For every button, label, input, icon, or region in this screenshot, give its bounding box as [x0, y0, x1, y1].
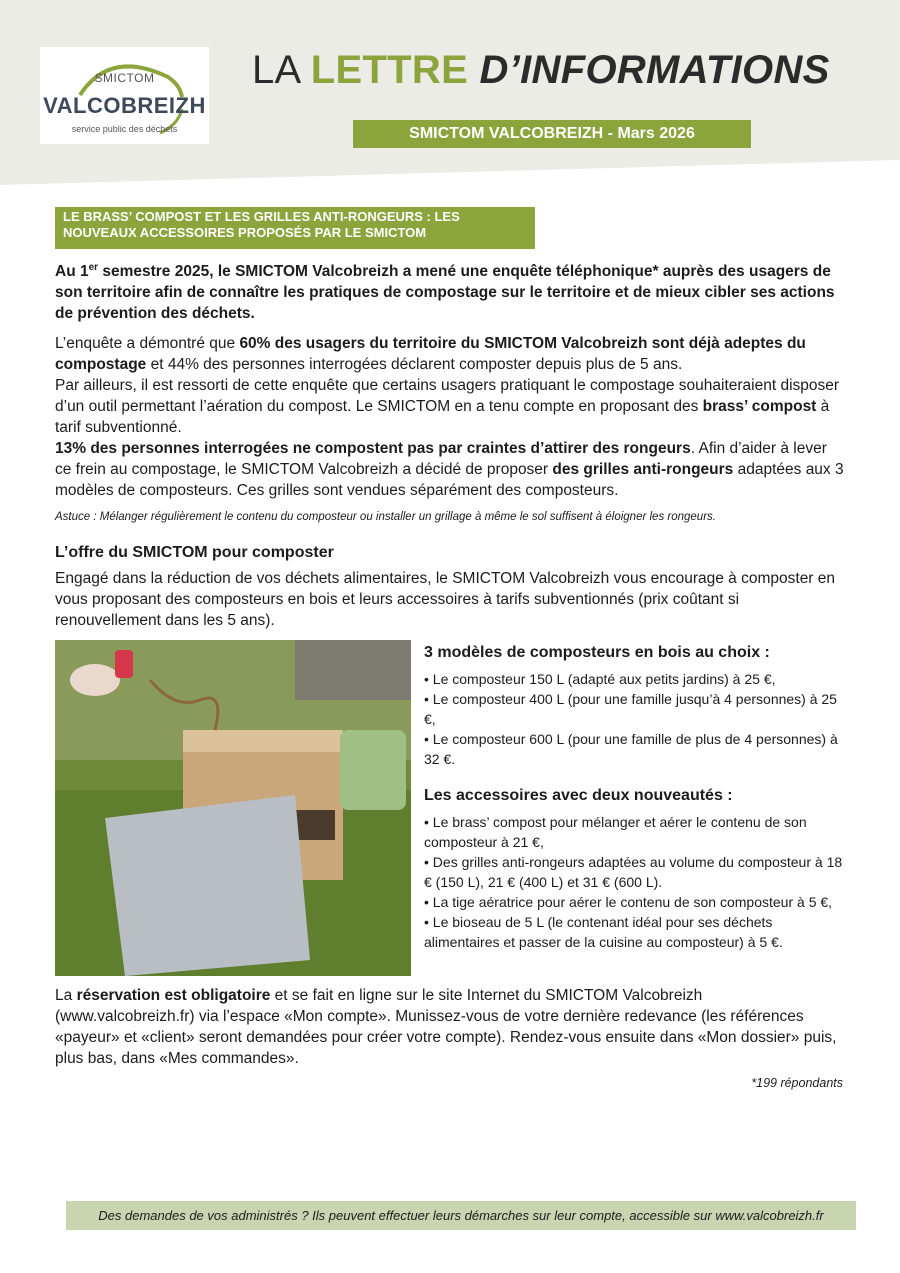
list-item: • La tige aératrice pour aérer le contenu de son composteur à 5 €, — [424, 892, 844, 912]
text: et 44% des personnes interrogées déclarent composter depuis plus de 5 ans. — [146, 356, 683, 373]
list-item: • Le composteur 400 L (pour une famille jusqu’à 4 personnes) à 25 €, — [424, 689, 844, 729]
list-item: • Le bioseau de 5 L (le contenant idéal pour ses déchets alimentaires et passer de la cuisine au composteur) à 5 €. — [424, 912, 844, 952]
text: à tarif subventionné. — [55, 398, 830, 436]
models-heading: 3 modèles de composteurs en bois au choix : — [424, 644, 770, 661]
reservation-paragraph — [55, 985, 845, 1069]
title-part2: LETTRE — [310, 48, 469, 92]
tip-note: Astuce : Mélanger régulièrement le contenu du composteur ou installer un grillage à même le sol suffisent à éloigner les rongeurs. — [55, 511, 716, 523]
title-part1: LA — [252, 48, 311, 92]
accessories-heading: Les accessoires avec deux nouveautés : — [424, 787, 733, 804]
text: Par ailleurs, il est ressorti de cette enquête que certains usagers pratiquant le compostage souhaiteraient disposer d’un outil permettant l’aération du compost. Le SMICTOM en a tenu compte en proposant des — [55, 377, 840, 415]
list-item: • Le composteur 150 L (adapté aux petits jardins) à 25 €, — [424, 669, 844, 689]
survey-line-2 — [55, 375, 845, 438]
survey-line-3 — [55, 438, 845, 501]
logo-top-text: SMICTOM — [94, 71, 155, 85]
text: et se fait en ligne sur le site Internet du SMICTOM Valcobreizh (www.valcobreizh.fr) via l’espace «Mon compte». Munissez-vous de votre dernière redevance (les références «payeur» et «client» seront demandées pour créer votre compte). Rendez-vous ensuite dans «Mon dossier» puis, plus bas, dans «Mes commandes». — [55, 987, 837, 1067]
footer-banner: Des demandes de vos administrés ? Ils peuvent effectuer leurs démarches sur leur compte, accessible sur www.valcobreizh.fr — [66, 1201, 856, 1230]
models-list — [424, 669, 844, 769]
offer-paragraph: Engagé dans la réduction de vos déchets alimentaires, le SMICTOM Valcobreizh vous encourage à composter en vous proposant des composteurs en bois et leurs accessoires à tarifs subventionnés (prix coûtant si renouvellement dans les 5 ans). — [55, 570, 836, 629]
text-bold: 13% des personnes interrogées ne compostent pas par craintes d’attirer des rongeurs — [55, 440, 691, 457]
section-heading: LE BRASS’ COMPOST ET LES GRILLES ANTI-RONGEURS : LES NOUVEAUX ACCESSOIRES PROPOSÉS PAR LE SMICTOM — [55, 207, 535, 249]
intro-text-a: Au 1 — [55, 263, 89, 281]
logo-tagline: service public des déchets — [71, 124, 178, 134]
composter-photo — [55, 640, 411, 976]
text-bold: des grilles anti-rongeurs — [552, 461, 734, 478]
title-part3: D’INFORMATIONS — [468, 48, 830, 92]
intro-sup: er — [88, 262, 99, 273]
page-title — [252, 48, 830, 93]
intro-paragraph — [55, 257, 845, 324]
text-bold: réservation est obligatoire — [76, 987, 271, 1004]
logo — [40, 47, 209, 144]
text: adaptées aux 3 modèles de composteurs. Ces grilles sont vendues séparément des composteurs. — [55, 461, 844, 499]
text: . Afin d’aider à lever ce frein au compostage, le SMICTOM Valcobreizh a décidé de proposer — [55, 440, 827, 478]
models-block — [424, 643, 844, 769]
footnote: *199 répondants — [751, 1076, 843, 1090]
subtitle-bar: SMICTOM VALCOBREIZH - Mars 2026 — [353, 120, 751, 148]
accessories-block — [424, 786, 844, 952]
list-item: • Des grilles anti-rongeurs adaptées au volume du composteur à 18 € (150 L), 21 € (400 L) et 31 € (600 L). — [424, 852, 844, 892]
list-item: • Le composteur 600 L (pour une famille de plus de 4 personnes) à 32 €. — [424, 729, 844, 769]
list-item: • Le brass’ compost pour mélanger et aérer le contenu de son composteur à 21 €, — [424, 812, 844, 852]
accessories-list — [424, 812, 844, 952]
intro-text-b: semestre 2025, le SMICTOM Valcobreizh a mené une enquête téléphonique* auprès des usagers de son territoire afin de connaître les pratiques de compostage sur le territoire et de mieux cibler ses actions de prévention des déchets. — [55, 263, 835, 323]
survey-paragraph — [55, 333, 845, 501]
text-bold: 60% des usagers du territoire du SMICTOM Valcobreizh sont déjà adeptes du compostage — [55, 335, 806, 373]
text: L’enquête a démontré que — [55, 335, 240, 352]
logo-name: VALCOBREIZH — [43, 93, 206, 118]
survey-line-1 — [55, 333, 845, 375]
text-bold: brass’ compost — [702, 398, 817, 415]
text: La — [55, 987, 77, 1004]
offer-heading: L’offre du SMICTOM pour composter — [55, 544, 334, 561]
